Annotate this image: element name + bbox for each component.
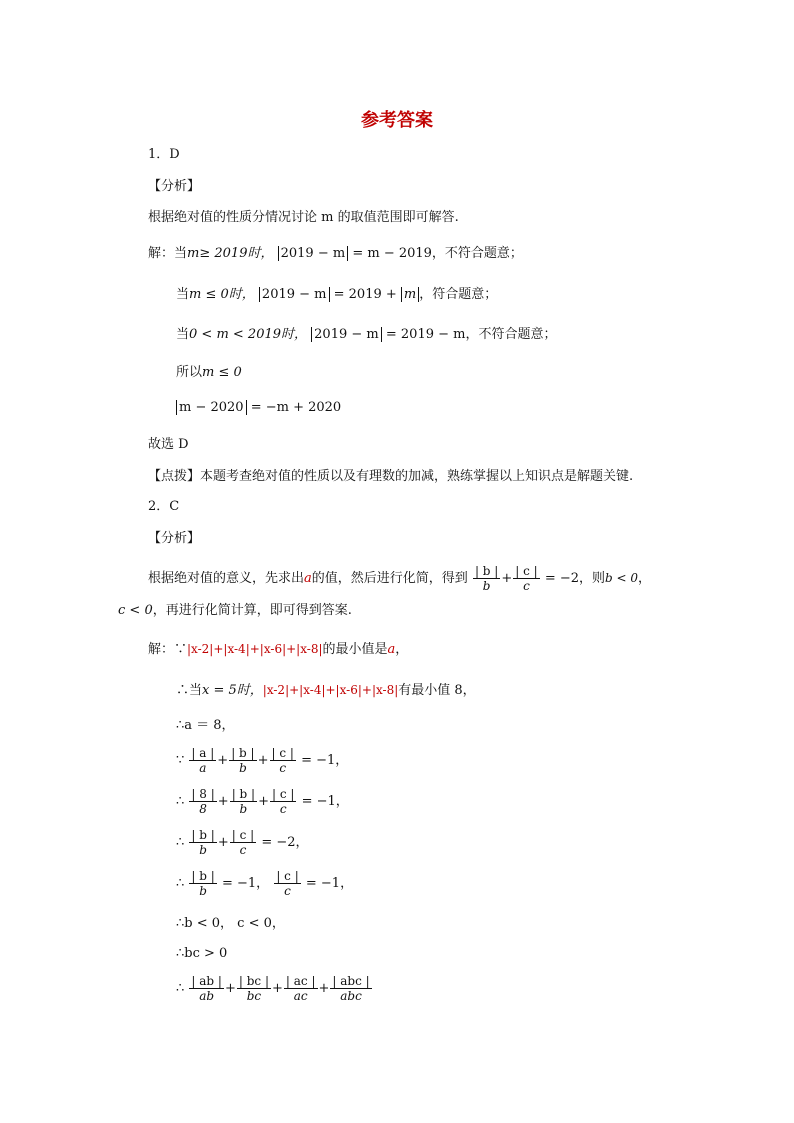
q2-analysis-tag: 【分析】 [148, 531, 201, 546]
q1-case3: 当0 < m < 2019时， 2019 − m = 2019 − m，不符合题意； [176, 327, 557, 342]
q2-step9: ∴ $\frac{| ab |}{ab}$ + $\frac{| bc |}{bc}$ + $\frac{| ac |}{ac}$ + $\frac{\text{| abc |}}{\text{abc}}$ [176, 974, 370, 1003]
q2-step7: ∴b < 0， c < 0， [176, 916, 285, 931]
q2-analysis-line1: 根据绝对值的意义，先求出a的值，然后进行化简，得到 $\frac{| b |}{b}$ + $\frac{| c |}{c}$ = −2，则b < 0， [148, 564, 652, 593]
q2-answer: 2．C [148, 499, 180, 514]
q1-analysis-tag: 【分析】 [148, 179, 201, 194]
q2-step8: ∴bc > 0 [176, 946, 228, 961]
q2-step2: ∴a ＝ 8， [176, 718, 235, 733]
q1-analysis-text: 根据绝对值的性质分情况讨论 m 的取值范围即可解答. [148, 210, 459, 225]
q2-step6: ∴ $\frac{| b |}{b}$ = −1， $\frac{| c |}{c}$ = −1， [176, 869, 354, 898]
q2-sol-line1: 解：∵|x-2|+|x-4|+|x-6|+|x-8|的最小值是a， [148, 642, 409, 657]
q1-case2: 当m ≤ 0时， 2019 − m = 2019 + m ，符合题意； [176, 287, 498, 302]
page-title: 参考答案 [361, 110, 433, 131]
q2-step5: ∴ $\frac{| b |}{b}$ + $\frac{| c |}{c}$ = −2， [176, 828, 309, 857]
q2-step4: ∴ $\frac{| 8 |}{8}$ + $\frac{| b |}{b}$ + $\frac{| c |}{c}$ = −1， [176, 787, 349, 816]
q2-analysis-line2: c < 0，再进行化简计算，即可得到答案. [118, 603, 352, 618]
q1-final: m − 2020 = −m + 2020 [176, 399, 341, 417]
q2-step3: ∵ $\frac{| a |}{a}$ + $\frac{| b |}{b}$ + $\frac{| c |}{c}$ = −1， [176, 746, 349, 775]
q1-answer: 1．D [148, 147, 180, 162]
q1-case1: 解：当m≥ 2019时， 2019 − m = m − 2019，不符合题意； [148, 246, 523, 261]
q1-so: 所以m ≤ 0 [176, 365, 242, 380]
q1-tip: 【点拨】本题考查绝对值的性质以及有理数的加减，熟练掌握以上知识点是解题关键. [148, 469, 634, 484]
q1-choose: 故选 D [148, 437, 189, 452]
q2-step1: ∴当x = 5时，|x-2|+|x-4|+|x-6|+|x-8|有最小值 8， [176, 683, 476, 698]
